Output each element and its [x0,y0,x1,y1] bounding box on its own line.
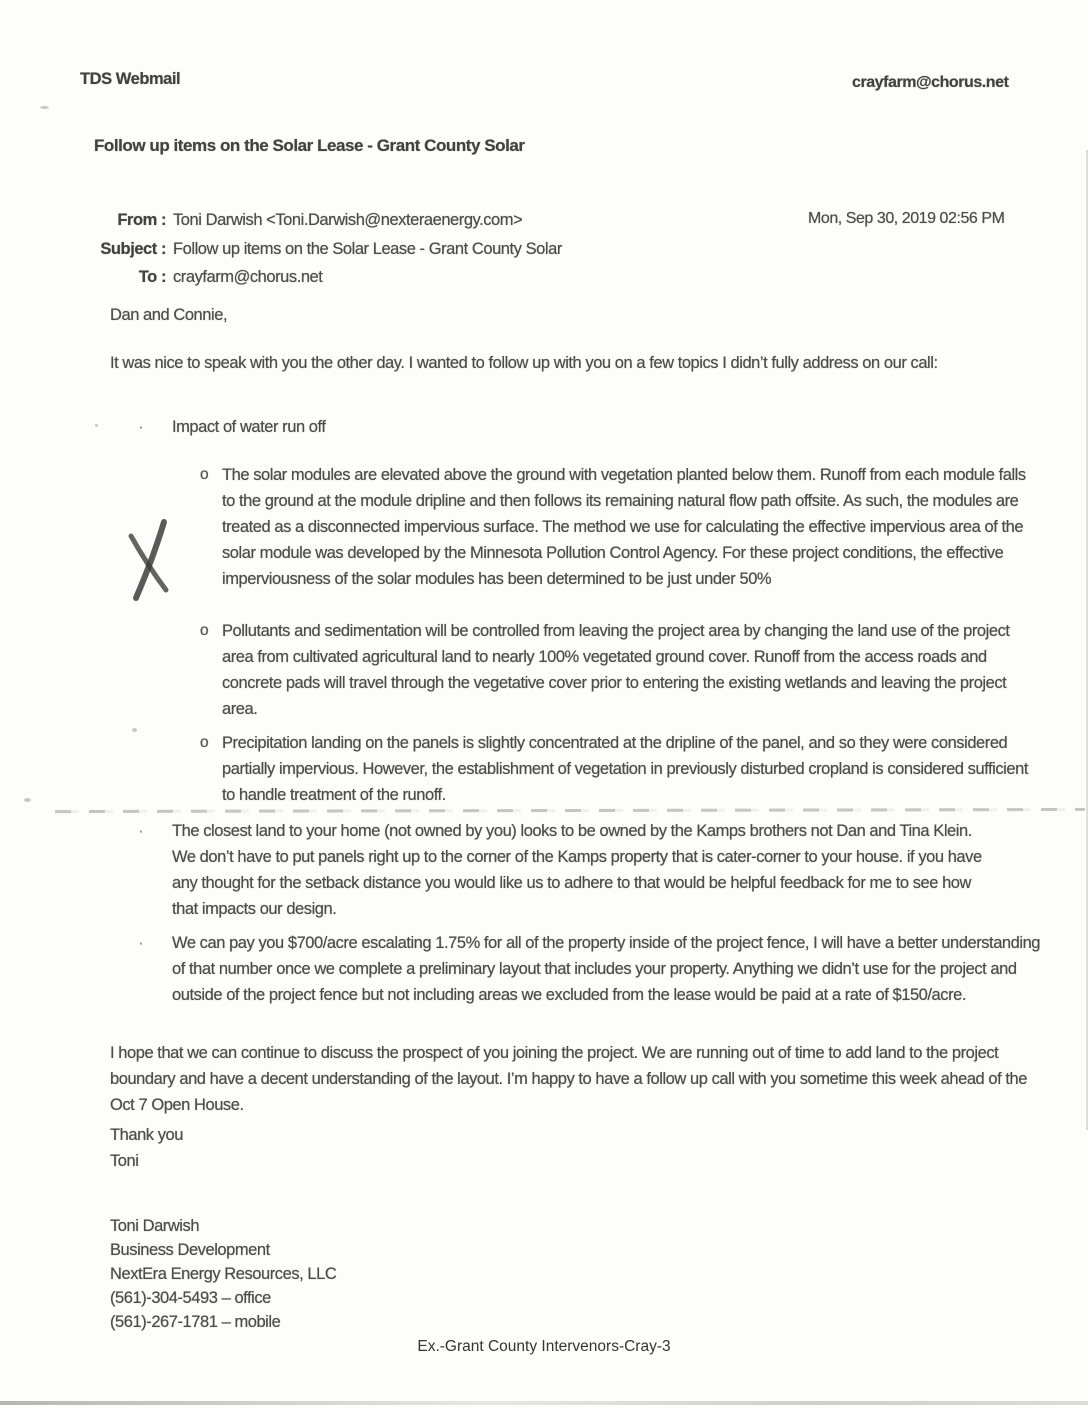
intro-paragraph: It was nice to speak with you the other day. I wanted to follow up with you on a few topics I didn’t fully address on our call: [110,354,938,372]
topic-bullet-text: Impact of water run off [172,418,326,436]
thanks-line: Thank you [110,1126,183,1144]
sub-bullet-o-icon: o [200,734,209,751]
bullet-dot-icon: · [138,821,144,840]
sub-bullet-text: Pollutants and sedimentation will be controlled from leaving the project area by changing the land use of the project area from cultivated agricultural land to nearly 100% vegetated ground cover. Runoff from the access roads and concrete pads will travel through the vegetative cover prior to entering the existing wetlands and leaving the project area. [222,622,1010,718]
signature-name: Toni Darwish [110,1217,200,1235]
sub-bullet-text: Precipitation landing on the panels is slightly concentrated at the dripline of the panel, and so they were considered partially impervious. However, the establishment of vegetation in previously disturbed cropland is considered sufficient to handle treatment of the runoff. [222,734,1028,804]
payment-bullet-row [138,930,1054,1008]
to-label: To : [138,268,166,286]
scan-speck [24,798,31,802]
sub-bullet-o-icon: o [200,622,209,639]
from-label: From : [117,211,166,229]
topic-bullet-row [138,414,326,440]
kamps-bullet-row [138,818,990,922]
closing-paragraph: I hope that we can continue to discuss the prospect of you joining the project. We are running out of time to add land to the project boundary and have a decent understanding of the layout. I’m happy to have a follow up call with you sometime this week ahead of the Oct 7 Open House. [110,1044,1027,1114]
kamps-bullet-text: The closest land to your home (not owned by you) looks to be owned by the Kamps brothers not Dan and Tina Klein. We don’t have to put panels right up to the corner of the Kamps property that is cater-corner to your house. if you have any thought for the setback distance you would like us to adhere to that would be helpful feedback for me to see how that impacts our design. [172,822,982,918]
scan-artifact-smudge-line [55,808,1085,813]
signature-company: NextEra Energy Resources, LLC [110,1265,337,1283]
webmail-app-title: TDS Webmail [80,70,181,88]
meta-from-row [70,206,562,235]
subject-value: Follow up items on the Solar Lease - Grant County Solar [173,239,562,258]
sub-bullet-row [200,462,1034,592]
message-title: Follow up items on the Solar Lease - Grant County Solar [94,136,525,155]
greeting: Dan and Connie, [110,306,228,324]
payment-bullet-text: We can pay you $700/acre escalating 1.75% for all of the property inside of the project fence, I will have a better understanding of that number once we complete a preliminary layout that includes your property. Anything we didn’t use for the project and outside of the project fence but not including areas we excluded from the lease would be paid at a rate of $150/acre. [172,934,1041,1004]
message-date: Mon, Sep 30, 2019 02:56 PM [808,210,1005,227]
subject-label: Subject : [100,239,166,258]
from-value: Toni Darwish <Toni.Darwish@nexteraenergy.com> [173,211,523,229]
signature-office-phone: (561)-304-5493 – office [110,1289,271,1307]
sub-bullet-row [200,730,1034,808]
signoff-line: Toni [110,1152,139,1170]
scan-speck [40,106,49,109]
signature-mobile-phone: (561)-267-1781 – mobile [110,1313,281,1331]
account-email: crayfarm@chorus.net [852,74,1009,91]
scan-speck [95,424,98,427]
scan-speck [132,728,137,732]
sub-bullet-o-icon: o [200,466,209,483]
meta-to-row [70,263,562,292]
sub-bullet-text: The solar modules are elevated above the ground with vegetation planted below them. Runoff from each module falls to the ground at the module dripline and then follows its remaining natural flow path offsite. As such, the modules are treated as a disconnected impervious surface. The method we use for calculating the effective impervious area of the solar module was developed by the Minnesota Pollution Control Agency. For these project conditions, the effective imperviousness of the solar modules has been determined to be just under 50% [222,466,1026,588]
message-meta [70,206,562,292]
signature-block [110,1214,336,1334]
bullet-dot-icon: · [138,417,144,436]
signature-title: Business Development [110,1241,270,1259]
sub-bullet-row [200,618,1034,722]
meta-subject-row [70,235,562,264]
bullet-dot-icon: · [138,933,144,952]
exhibit-label: Ex.-Grant County Intervenors-Cray-3 [417,1338,671,1355]
handwritten-x-mark-icon [118,512,182,606]
scan-artifact-bottom-edge [0,1401,1088,1405]
to-value: crayfarm@chorus.net [173,268,323,286]
